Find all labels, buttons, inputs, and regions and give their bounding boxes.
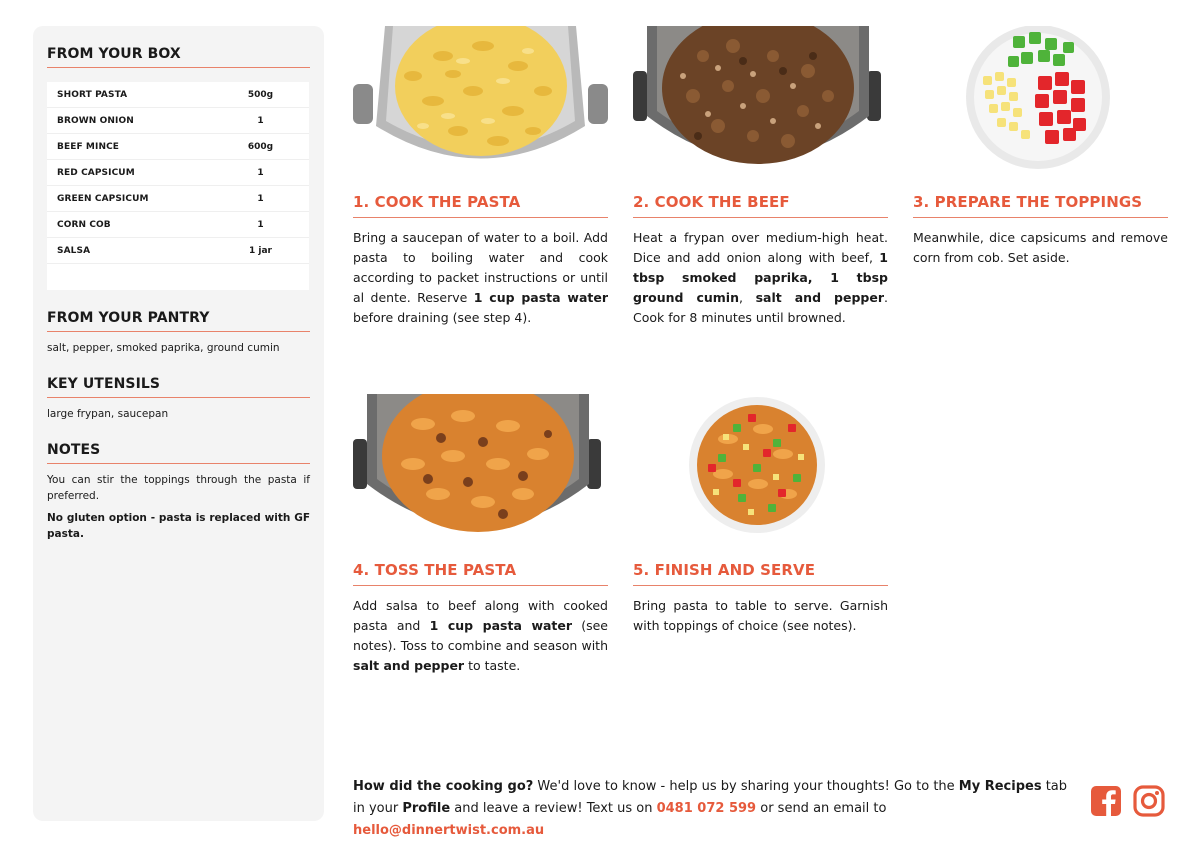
ingredient-row [47,108,309,134]
utensils-text: large frypan, saucepan [47,408,169,420]
ingredient-row-empty [47,264,309,290]
step-4 [353,394,608,676]
step-2 [633,26,888,328]
step-text: , [738,290,756,305]
ingredient-qty: 600g [247,141,274,152]
profile-link: Profile [402,801,451,816]
ingredient-qty: 500g [247,89,274,100]
ingredients-table [47,82,309,290]
step-3 [913,26,1168,268]
facebook-icon[interactable] [1090,785,1122,821]
step-text-bold: salt and pepper [755,290,884,305]
ingredient-name: CORN COB [57,219,111,230]
ingredient-qty: 1 [257,193,264,204]
step-text: (see notes). Toss to combine and season with [353,618,609,653]
ingredient-row [47,212,309,238]
step-text: Bring pasta to table to serve. Garnish with toppings of choice (see notes). [633,598,888,633]
phone-number[interactable]: 0481 072 599 [656,801,757,816]
key-utensils-heading: KEY UTENSILS [47,376,310,398]
from-your-box-heading: FROM YOUR BOX [47,46,310,68]
step-text: . Cook for 8 minutes until browned. [633,290,888,325]
ingredient-row [47,134,309,160]
pantry-section [47,310,310,356]
ingredient-qty: 1 [257,167,264,178]
pasta-pot-image [353,26,608,169]
notes-text: You can stir the toppings through the pasta if preferred. [47,474,310,502]
step-text-bold: 1 cup pasta water [429,618,573,633]
step-3-body [913,228,1168,268]
step-text: Meanwhile, dice capsicums and remove corn from cob. Set aside. [913,230,1168,265]
step-text: to taste. [464,658,521,673]
my-recipes-link: My Recipes [958,779,1042,794]
ingredient-qty: 1 [257,219,264,230]
from-your-pantry-heading: FROM YOUR PANTRY [47,310,310,332]
beef-pan-image [633,26,888,169]
step-4-body [353,596,608,676]
ingredient-qty: 1 [257,115,264,126]
step-2-title: 2. COOK THE BEEF [633,193,888,218]
ingredient-row [47,82,309,108]
notes-heading: NOTES [47,442,310,464]
footer-text-1: We'd love to know - help us by sharing your thoughts! Go to the [533,779,959,794]
step-4-title: 4. TOSS THE PASTA [353,561,608,586]
step-2-body [633,228,888,328]
ingredient-name: SALSA [57,245,91,256]
ingredient-name: GREEN CAPSICUM [57,193,149,204]
step-text: before draining (see step 4). [353,310,532,325]
footer-text-2: tab in your [353,779,1068,816]
step-5 [633,394,888,636]
step-text-bold: 1 tbsp smoked paprika, 1 tbsp ground cumin [633,250,888,305]
step-text: Bring a saucepan of water to a boil. Add pasta to boiling water and cook according to packet instructions or until al dente. Reserve [353,230,608,305]
ingredient-name: RED CAPSICUM [57,167,135,178]
served-bowl-image [633,394,888,537]
step-5-title: 5. FINISH AND SERVE [633,561,888,586]
step-text: Add salsa to beef along with cooked pasta and [353,598,608,633]
notes-gluten-text: No gluten option - pasta is replaced with GF pasta. [47,512,310,540]
ingredient-name: BROWN ONION [57,115,134,126]
pantry-text: salt, pepper, smoked paprika, ground cumin [47,342,280,354]
step-text-bold: 1 cup pasta water [473,290,608,305]
instagram-icon[interactable] [1133,785,1165,821]
ingredient-row [47,186,309,212]
footer-question: How did the cooking go? [353,779,534,794]
toppings-plate-image [913,26,1168,169]
ingredient-row [47,238,309,264]
ingredients-sidebar [33,26,324,821]
utensils-section [47,376,310,422]
email-link[interactable]: hello@dinnertwist.com.au [353,823,545,838]
step-3-title: 3. PREPARE THE TOPPINGS [913,193,1168,218]
ingredient-row [47,160,309,186]
ingredient-name: BEEF MINCE [57,141,120,152]
step-1-body [353,228,608,328]
step-1 [353,26,608,328]
step-text-bold: salt and pepper [353,658,465,673]
step-1-title: 1. COOK THE PASTA [353,193,608,218]
step-5-body [633,596,888,636]
ingredient-qty: 1 jar [249,245,272,256]
step-text: Heat a frypan over medium-high heat. Dice and add onion along with beef, [633,230,888,265]
ingredient-name: SHORT PASTA [57,89,128,100]
footer-text-4: or send an email to [756,801,887,816]
pasta-toss-image [353,394,608,537]
feedback-footer [353,776,1073,842]
footer-text-3: and leave a review! Text us on [450,801,657,816]
notes-section [47,442,310,542]
